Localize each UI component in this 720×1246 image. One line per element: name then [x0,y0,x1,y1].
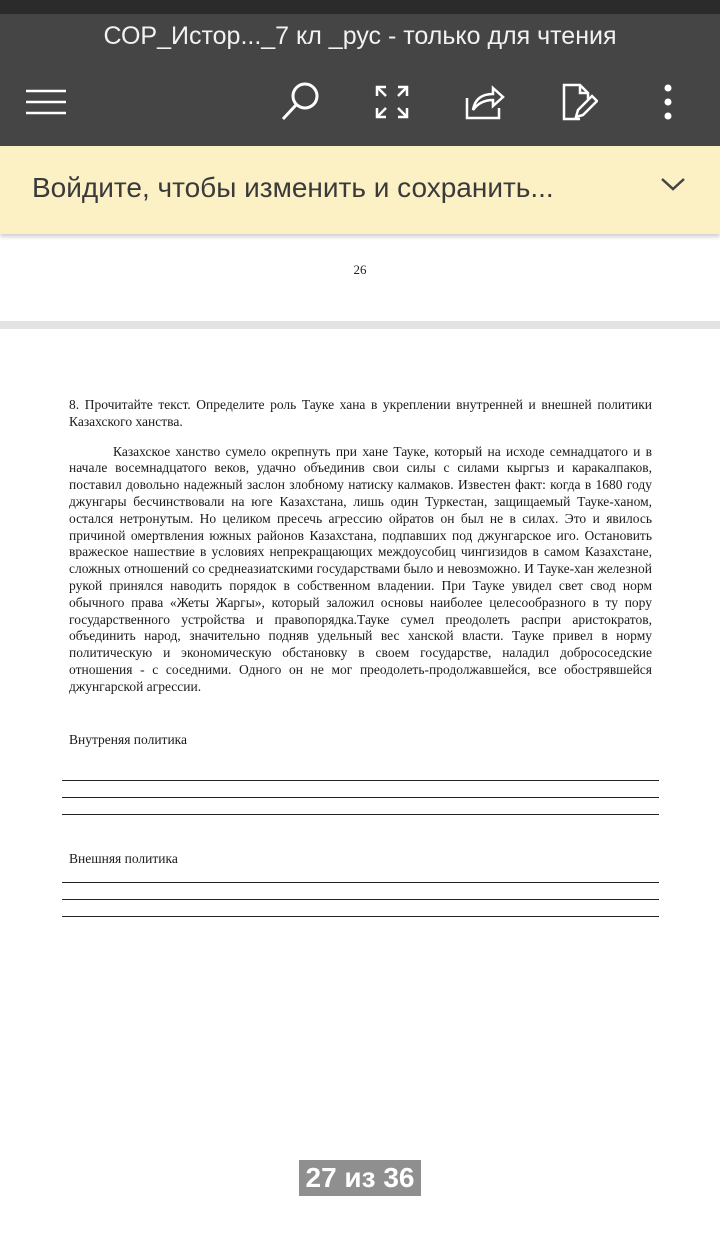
answer-line [62,882,659,883]
document-title: СОР_Истор..._7 кл _рус - только для чтения [103,22,617,50]
app-bar [0,14,720,146]
page-indicator: 27 из 36 [299,1160,421,1196]
banner-text: Войдите, чтобы изменить и сохранить... [32,172,554,203]
more-icon[interactable] [644,78,692,126]
status-bar [0,0,720,14]
question-text: 8. Прочитайте текст. Определите роль Тауке хана в укреплении внутренней и внешней политики Казахского ханства. [69,397,652,429]
answer-line [62,780,659,781]
internal-policy-label: Внутреняя политика [69,732,188,747]
answer-line [62,899,659,900]
answer-line [62,916,659,917]
sign-in-banner[interactable] [0,146,720,234]
edit-icon[interactable] [554,78,602,126]
page-separator [0,321,720,329]
reading-paragraph: Казахское ханство сумело окрепнуть при хане Тауке, который на исходе семнадцатого и в начале восемнадцатого веков, удачно объединив свои силы с силами кыргыз и каракалпаков, поставил довольно надежный заслон злобному натиску калмаков. Известен факт: когда в 1680 году джунгары бесчинствовали на юге Казахстана, лишь один Туркестан, защищаемый Тауке-ханом, остался нетронутым. Но целиком пресечь агрессию ойратов он был не в силах. Это и явилось причиной омертвления южных районов Казахстана, подпавших под джунгарское иго. Остановить вражеское нашествие в условиях непрекращающих междоусобиц чингизидов в самом Казахстане, сложных отношений со среднеазиатскими государствами было и невозможно. И Тауке-хан железной рукой принялся наводить порядок в собственном владении. При Тауке увидел свет свод норм обычного права «Жеты Жаргы», который заложил основы наиболее целесообразного в ту пору государственного устройства и правопорядка.Тауке сумел преодолеть распри аристократов, объединить народ, значительно подняв удельный вес ханской власти. Тауке привел в норму политическую и экономическую обстановку в своем государстве, наладил добрососедские отношения - с соседними. Одного он не мог преодолеть-продолжавшейся, все обострявшейся джунгарской агрессии. [69,443,652,694]
document-page-content [69,397,652,696]
answer-line [62,797,659,798]
share-icon[interactable] [460,78,508,126]
chevron-down-icon[interactable] [660,176,686,197]
previous-page-number: 26 [353,262,367,277]
fullscreen-icon[interactable] [368,78,416,126]
search-icon[interactable] [276,78,324,126]
answer-line [62,814,659,815]
menu-icon[interactable] [22,78,70,126]
external-policy-label: Внешняя политика [69,851,178,866]
